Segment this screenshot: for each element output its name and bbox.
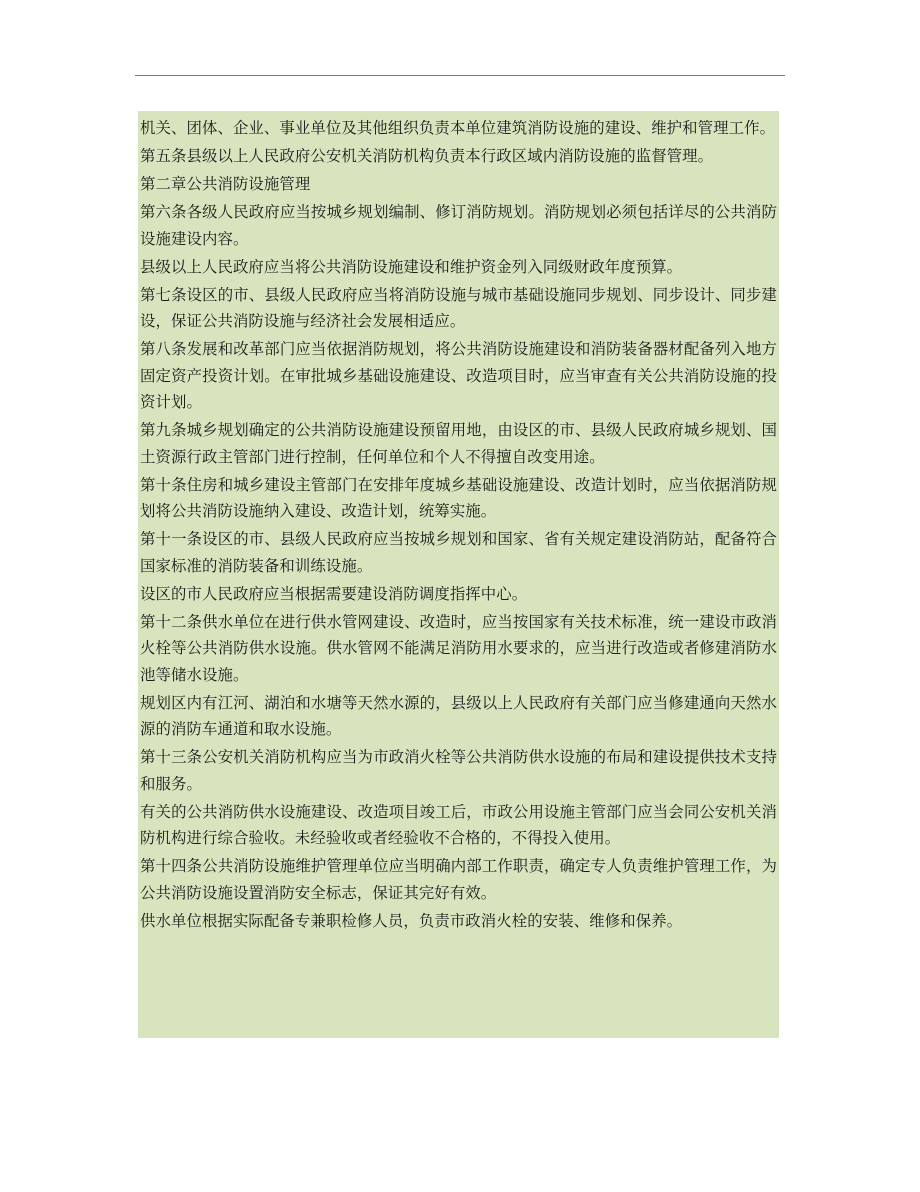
- paragraph: 第十三条公安机关消防机构应当为市政消火栓等公共消防供水设施的布局和建设提供技术支持和服务。: [140, 748, 777, 793]
- paragraph: 规划区内有江河、湖泊和水塘等天然水源的，县级以上人民政府有关部门应当修建通向天然水源的消防车通道和取水设施。: [140, 693, 777, 738]
- paragraph: 有关的公共消防供水设施建设、改造项目竣工后，市政公用设施主管部门应当会同公安机关消防机构进行综合验收。未经验收或者经验收不合格的，不得投入使用。: [140, 802, 777, 847]
- paragraph: 第十四条公共消防设施维护管理单位应当明确内部工作职责，确定专人负责维护管理工作，为公共消防设施设置消防安全标志，保证其完好有效。: [140, 857, 777, 902]
- paragraph: 第十一条设区的市、县级人民政府应当按城乡规划和国家、省有关规定建设消防站，配备符合国家标准的消防装备和训练设施。: [140, 530, 777, 575]
- paragraph: 第七条设区的市、县级人民政府应当将消防设施与城市基础设施同步规划、同步设计、同步建设，保证公共消防设施与经济社会发展相适应。: [140, 285, 777, 330]
- paragraph: 第十二条供水单位在进行供水管网建设、改造时，应当按国家有关技术标准，统一建设市政消火栓等公共消防供水设施。供水管网不能满足消防用水要求的，应当进行改造或者修建消防水池等储水设施。: [140, 612, 777, 684]
- paragraph: 供水单位根据实际配备专兼职检修人员，负责市政消火栓的安装、维修和保养。: [140, 911, 683, 930]
- paragraph: 第八条发展和改革部门应当依据消防规划，将公共消防设施建设和消防装备器材配备列入地方固定资产投资计划。在审批城乡基础设施建设、改造项目时，应当审查有关公共消防设施的投资计划。: [140, 340, 777, 411]
- paragraph: 县级以上人民政府应当将公共消防设施建设和维护资金列入同级财政年度预算。: [140, 257, 683, 276]
- paragraph: 第五条县级以上人民政府公安机关消防机构负责本行政区域内消防设施的监督管理。: [140, 147, 714, 165]
- header-rule: [135, 75, 785, 76]
- paragraph: 第九条城乡规划确定的公共消防设施建设预留用地，由设区的市、县级人民政府城乡规划、国土资源行政主管部门进行控制，任何单位和个人不得擅自改变用途。: [140, 421, 777, 466]
- chapter-heading: 第二章公共消防设施管理: [140, 175, 311, 193]
- paragraph: 设区的市人民政府应当根据需要建设消防调度指挥中心。: [140, 584, 528, 603]
- document-body: [138, 111, 779, 1038]
- paragraph: 第十条住房和城乡建设主管部门在安排年度城乡基础设施建设、改造计划时，应当依据消防规划将公共消防设施纳入建设、改造计划，统筹实施。: [140, 475, 777, 520]
- paragraph: 第六条各级人民政府应当按城乡规划编制、修订消防规划。消防规划必须包括详尽的公共消防设施建设内容。: [140, 203, 777, 248]
- paragraph: 机关、团体、企业、事业单位及其他组织负责本单位建筑消防设施的建设、维护和管理工作。: [140, 119, 776, 137]
